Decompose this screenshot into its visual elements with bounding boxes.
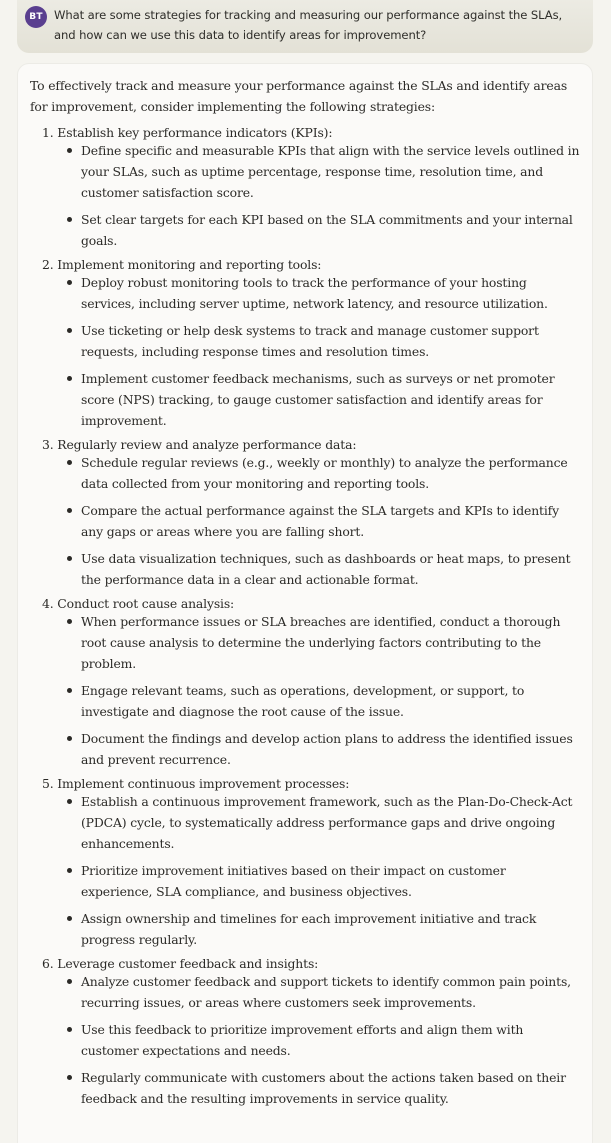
strategy-title: 3. Regularly review and analyze performance data: bbox=[42, 437, 357, 452]
strategy-title: 4. Conduct root cause analysis: bbox=[42, 596, 235, 611]
bullet-item: Analyze customer feedback and support tickets to identify common pain points, recurring issues, or areas where customers seek improvements. bbox=[30, 971, 580, 1013]
bullet-item: Implement customer feedback mechanisms, such as surveys or net promoter score (NPS) tracking, to gauge customer satisfaction and identify areas for improvement. bbox=[30, 368, 580, 431]
bullet-item: Establish a continuous improvement framework, such as the Plan-Do-Check-Act (PDCA) cycle, to systematically address performance gaps and drive ongoing enhancements. bbox=[30, 791, 580, 854]
strategy-bullets bbox=[30, 611, 580, 770]
user-message bbox=[17, 0, 593, 53]
bullet-item: Deploy robust monitoring tools to track the performance of your hosting services, including server uptime, network latency, and resource utilization. bbox=[30, 272, 580, 314]
response-intro: To effectively track and measure your performance against the SLAs and identify areas for improvement, consider implementing the following strategies: bbox=[30, 78, 568, 114]
strategy-bullets bbox=[30, 971, 580, 1109]
strategy-item bbox=[30, 956, 580, 1109]
bullet-item: Engage relevant teams, such as operations, development, or support, to investigate and diagnose the root cause of the issue. bbox=[30, 680, 580, 722]
bullet-item: Use ticketing or help desk systems to track and manage customer support requests, including response times and resolution times. bbox=[30, 320, 580, 362]
assistant-response bbox=[17, 63, 593, 1143]
bullet-item: Use data visualization techniques, such as dashboards or heat maps, to present the performance data in a clear and actionable format. bbox=[30, 548, 580, 590]
strategy-title: 1. Establish key performance indicators (KPIs): bbox=[42, 125, 333, 140]
bullet-item: Set clear targets for each KPI based on the SLA commitments and your internal goals. bbox=[30, 209, 580, 251]
bullet-item: When performance issues or SLA breaches are identified, conduct a thorough root cause analysis to determine the underlying factors contributing to the problem. bbox=[30, 611, 580, 674]
user-avatar: BT bbox=[25, 6, 47, 28]
bullet-item: Schedule regular reviews (e.g., weekly or monthly) to analyze the performance data collected from your monitoring and reporting tools. bbox=[30, 452, 580, 494]
strategy-title: 6. Leverage customer feedback and insights: bbox=[42, 956, 319, 971]
strategy-bullets bbox=[30, 140, 580, 251]
strategy-item bbox=[30, 257, 580, 431]
bullet-item: Define specific and measurable KPIs that align with the service levels outlined in your SLAs, such as uptime percentage, response time, resolution time, and customer satisfaction score. bbox=[30, 140, 580, 203]
strategy-list bbox=[30, 125, 580, 1109]
strategy-bullets bbox=[30, 791, 580, 950]
strategy-bullets bbox=[30, 452, 580, 590]
bullet-item: Document the findings and develop action plans to address the identified issues and prevent recurrence. bbox=[30, 728, 580, 770]
user-message-text: What are some strategies for tracking and measuring our performance against the SLAs, and how can we use this data to identify areas for improvement? bbox=[54, 8, 563, 42]
bullet-item: Use this feedback to prioritize improvement efforts and align them with customer expectations and needs. bbox=[30, 1019, 580, 1061]
bullet-item: Assign ownership and timelines for each improvement initiative and track progress regularly. bbox=[30, 908, 580, 950]
strategy-title: 2. Implement monitoring and reporting tools: bbox=[42, 257, 322, 272]
bullet-item: Prioritize improvement initiatives based on their impact on customer experience, SLA compliance, and business objectives. bbox=[30, 860, 580, 902]
bullet-item: Compare the actual performance against the SLA targets and KPIs to identify any gaps or areas where you are falling short. bbox=[30, 500, 580, 542]
strategy-bullets bbox=[30, 272, 580, 431]
strategy-title: 5. Implement continuous improvement processes: bbox=[42, 776, 350, 791]
strategy-item bbox=[30, 596, 580, 770]
bullet-item: Regularly communicate with customers about the actions taken based on their feedback and the resulting improvements in service quality. bbox=[30, 1067, 580, 1109]
strategy-item bbox=[30, 437, 580, 590]
strategy-item bbox=[30, 125, 580, 251]
strategy-item bbox=[30, 776, 580, 950]
